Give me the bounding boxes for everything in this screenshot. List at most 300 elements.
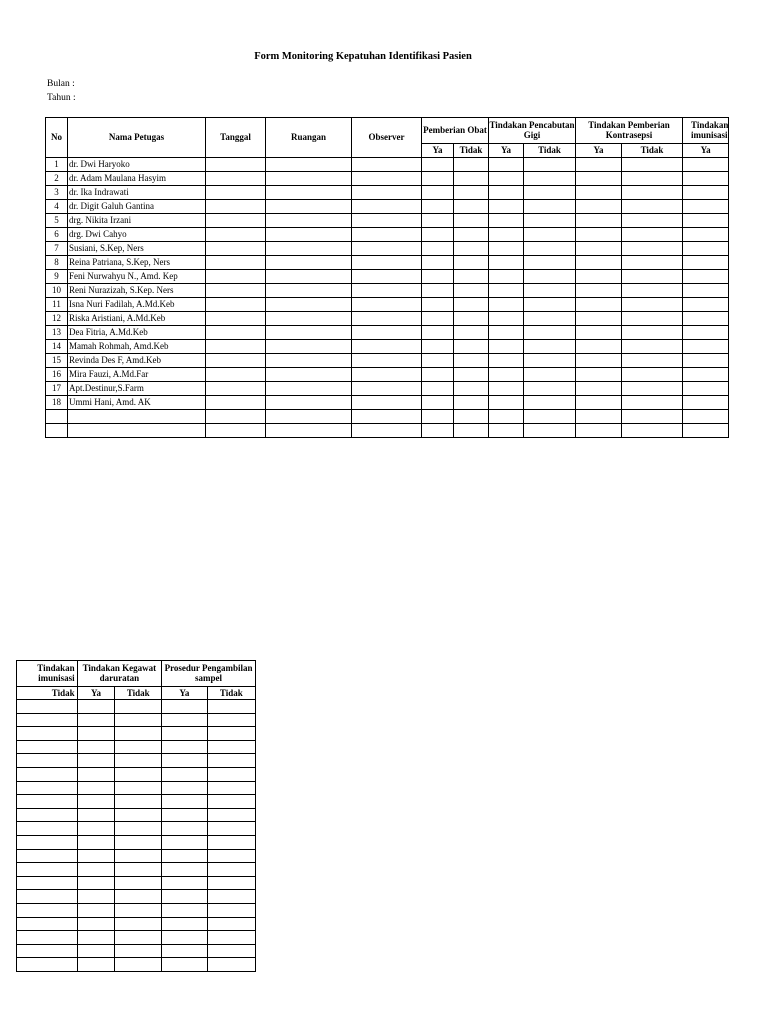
- entry-cell[interactable]: [454, 340, 489, 354]
- entry-cell[interactable]: [622, 214, 683, 228]
- entry-cell[interactable]: [489, 424, 524, 438]
- entry-cell[interactable]: [17, 822, 78, 836]
- entry-cell[interactable]: [422, 312, 454, 326]
- entry-cell[interactable]: [115, 808, 162, 822]
- entry-cell[interactable]: [266, 284, 352, 298]
- entry-cell[interactable]: [683, 228, 729, 242]
- entry-cell[interactable]: [207, 700, 255, 714]
- entry-cell[interactable]: [162, 767, 207, 781]
- entry-cell[interactable]: [266, 242, 352, 256]
- entry-cell[interactable]: [162, 727, 207, 741]
- entry-cell[interactable]: [77, 849, 115, 863]
- entry-cell[interactable]: [162, 849, 207, 863]
- entry-cell[interactable]: [454, 326, 489, 340]
- entry-cell[interactable]: [17, 727, 78, 741]
- entry-cell[interactable]: [454, 214, 489, 228]
- entry-cell[interactable]: [489, 172, 524, 186]
- entry-cell[interactable]: [454, 200, 489, 214]
- entry-cell[interactable]: [489, 382, 524, 396]
- entry-cell[interactable]: [206, 368, 266, 382]
- entry-cell[interactable]: [576, 396, 622, 410]
- entry-cell[interactable]: [266, 396, 352, 410]
- entry-cell[interactable]: [162, 713, 207, 727]
- entry-cell[interactable]: [206, 382, 266, 396]
- entry-cell[interactable]: [162, 700, 207, 714]
- entry-cell[interactable]: [576, 186, 622, 200]
- entry-cell[interactable]: [206, 256, 266, 270]
- entry-cell[interactable]: [77, 931, 115, 945]
- entry-cell[interactable]: [266, 298, 352, 312]
- entry-cell[interactable]: [77, 808, 115, 822]
- entry-cell[interactable]: [207, 903, 255, 917]
- entry-cell[interactable]: [454, 158, 489, 172]
- entry-cell[interactable]: [352, 200, 422, 214]
- entry-cell[interactable]: [352, 382, 422, 396]
- entry-cell[interactable]: [162, 931, 207, 945]
- entry-cell[interactable]: [266, 326, 352, 340]
- entry-cell[interactable]: [206, 158, 266, 172]
- entry-cell[interactable]: [266, 200, 352, 214]
- entry-cell[interactable]: [454, 270, 489, 284]
- entry-cell[interactable]: [17, 740, 78, 754]
- entry-cell[interactable]: [115, 917, 162, 931]
- entry-cell[interactable]: [576, 256, 622, 270]
- entry-cell[interactable]: [524, 354, 576, 368]
- entry-cell[interactable]: [17, 781, 78, 795]
- entry-cell[interactable]: [576, 424, 622, 438]
- entry-cell[interactable]: [683, 382, 729, 396]
- entry-cell[interactable]: [77, 781, 115, 795]
- entry-cell[interactable]: [352, 298, 422, 312]
- entry-cell[interactable]: [162, 795, 207, 809]
- entry-cell[interactable]: [115, 822, 162, 836]
- entry-cell[interactable]: [207, 958, 255, 972]
- entry-cell[interactable]: [422, 396, 454, 410]
- entry-cell[interactable]: [524, 270, 576, 284]
- entry-cell[interactable]: [266, 186, 352, 200]
- entry-cell[interactable]: [422, 200, 454, 214]
- entry-cell[interactable]: [207, 876, 255, 890]
- entry-cell[interactable]: [622, 200, 683, 214]
- entry-cell[interactable]: [162, 917, 207, 931]
- entry-cell[interactable]: [454, 284, 489, 298]
- entry-cell[interactable]: [77, 958, 115, 972]
- entry-cell[interactable]: [207, 890, 255, 904]
- entry-cell[interactable]: [17, 835, 78, 849]
- entry-cell[interactable]: [17, 754, 78, 768]
- entry-cell[interactable]: [266, 410, 352, 424]
- entry-cell[interactable]: [17, 700, 78, 714]
- entry-cell[interactable]: [206, 214, 266, 228]
- entry-cell[interactable]: [422, 284, 454, 298]
- entry-cell[interactable]: [622, 368, 683, 382]
- entry-cell[interactable]: [454, 410, 489, 424]
- entry-cell[interactable]: [162, 890, 207, 904]
- entry-cell[interactable]: [576, 242, 622, 256]
- entry-cell[interactable]: [454, 382, 489, 396]
- entry-cell[interactable]: [683, 158, 729, 172]
- entry-cell[interactable]: [77, 903, 115, 917]
- entry-cell[interactable]: [115, 727, 162, 741]
- entry-cell[interactable]: [206, 326, 266, 340]
- entry-cell[interactable]: [576, 326, 622, 340]
- entry-cell[interactable]: [422, 256, 454, 270]
- entry-cell[interactable]: [422, 368, 454, 382]
- entry-cell[interactable]: [206, 270, 266, 284]
- entry-cell[interactable]: [576, 200, 622, 214]
- entry-cell[interactable]: [266, 424, 352, 438]
- entry-cell[interactable]: [576, 368, 622, 382]
- entry-cell[interactable]: [422, 382, 454, 396]
- entry-cell[interactable]: [454, 186, 489, 200]
- entry-cell[interactable]: [266, 256, 352, 270]
- entry-cell[interactable]: [115, 849, 162, 863]
- entry-cell[interactable]: [266, 368, 352, 382]
- entry-cell[interactable]: [206, 298, 266, 312]
- entry-cell[interactable]: [524, 284, 576, 298]
- entry-cell[interactable]: [576, 270, 622, 284]
- entry-cell[interactable]: [17, 808, 78, 822]
- entry-cell[interactable]: [162, 835, 207, 849]
- entry-cell[interactable]: [683, 312, 729, 326]
- entry-cell[interactable]: [454, 228, 489, 242]
- entry-cell[interactable]: [77, 767, 115, 781]
- entry-cell[interactable]: [489, 256, 524, 270]
- entry-cell[interactable]: [422, 172, 454, 186]
- entry-cell[interactable]: [162, 740, 207, 754]
- entry-cell[interactable]: [454, 396, 489, 410]
- entry-cell[interactable]: [115, 754, 162, 768]
- entry-cell[interactable]: [162, 944, 207, 958]
- entry-cell[interactable]: [77, 795, 115, 809]
- entry-cell[interactable]: [77, 700, 115, 714]
- entry-cell[interactable]: [266, 214, 352, 228]
- entry-cell[interactable]: [17, 944, 78, 958]
- entry-cell[interactable]: [162, 822, 207, 836]
- entry-cell[interactable]: [576, 340, 622, 354]
- entry-cell[interactable]: [683, 354, 729, 368]
- entry-cell[interactable]: [454, 256, 489, 270]
- entry-cell[interactable]: [266, 228, 352, 242]
- entry-cell[interactable]: [352, 158, 422, 172]
- entry-cell[interactable]: [524, 186, 576, 200]
- entry-cell[interactable]: [352, 396, 422, 410]
- entry-cell[interactable]: [683, 298, 729, 312]
- entry-cell[interactable]: [162, 808, 207, 822]
- entry-cell[interactable]: [77, 822, 115, 836]
- entry-cell[interactable]: [524, 172, 576, 186]
- entry-cell[interactable]: [422, 158, 454, 172]
- entry-cell[interactable]: [454, 424, 489, 438]
- entry-cell[interactable]: [17, 876, 78, 890]
- entry-cell[interactable]: [162, 876, 207, 890]
- entry-cell[interactable]: [207, 754, 255, 768]
- entry-cell[interactable]: [524, 410, 576, 424]
- entry-cell[interactable]: [454, 368, 489, 382]
- entry-cell[interactable]: [207, 713, 255, 727]
- entry-cell[interactable]: [489, 158, 524, 172]
- entry-cell[interactable]: [683, 410, 729, 424]
- entry-cell[interactable]: [422, 424, 454, 438]
- entry-cell[interactable]: [207, 944, 255, 958]
- entry-cell[interactable]: [524, 158, 576, 172]
- entry-cell[interactable]: [576, 158, 622, 172]
- entry-cell[interactable]: [489, 270, 524, 284]
- entry-cell[interactable]: [489, 340, 524, 354]
- entry-cell[interactable]: [115, 890, 162, 904]
- entry-cell[interactable]: [352, 410, 422, 424]
- entry-cell[interactable]: [352, 354, 422, 368]
- entry-cell[interactable]: [576, 382, 622, 396]
- entry-cell[interactable]: [115, 944, 162, 958]
- entry-cell[interactable]: [207, 727, 255, 741]
- entry-cell[interactable]: [115, 767, 162, 781]
- entry-cell[interactable]: [207, 740, 255, 754]
- entry-cell[interactable]: [266, 340, 352, 354]
- entry-cell[interactable]: [17, 849, 78, 863]
- entry-cell[interactable]: [524, 382, 576, 396]
- entry-cell[interactable]: [683, 256, 729, 270]
- entry-cell[interactable]: [524, 200, 576, 214]
- entry-cell[interactable]: [207, 808, 255, 822]
- entry-cell[interactable]: [622, 424, 683, 438]
- entry-cell[interactable]: [622, 172, 683, 186]
- entry-cell[interactable]: [266, 172, 352, 186]
- entry-cell[interactable]: [622, 228, 683, 242]
- entry-cell[interactable]: [454, 242, 489, 256]
- entry-cell[interactable]: [454, 312, 489, 326]
- entry-cell[interactable]: [683, 242, 729, 256]
- entry-cell[interactable]: [17, 903, 78, 917]
- entry-cell[interactable]: [622, 382, 683, 396]
- entry-cell[interactable]: [352, 256, 422, 270]
- entry-cell[interactable]: [352, 312, 422, 326]
- entry-cell[interactable]: [352, 172, 422, 186]
- entry-cell[interactable]: [683, 270, 729, 284]
- entry-cell[interactable]: [422, 410, 454, 424]
- entry-cell[interactable]: [162, 781, 207, 795]
- entry-cell[interactable]: [77, 727, 115, 741]
- entry-cell[interactable]: [622, 284, 683, 298]
- entry-cell[interactable]: [683, 186, 729, 200]
- entry-cell[interactable]: [683, 326, 729, 340]
- entry-cell[interactable]: [489, 410, 524, 424]
- entry-cell[interactable]: [576, 312, 622, 326]
- entry-cell[interactable]: [489, 312, 524, 326]
- entry-cell[interactable]: [622, 312, 683, 326]
- entry-cell[interactable]: [352, 214, 422, 228]
- entry-cell[interactable]: [206, 186, 266, 200]
- entry-cell[interactable]: [77, 890, 115, 904]
- entry-cell[interactable]: [524, 368, 576, 382]
- entry-cell[interactable]: [115, 795, 162, 809]
- entry-cell[interactable]: [489, 298, 524, 312]
- entry-cell[interactable]: [266, 354, 352, 368]
- entry-cell[interactable]: [207, 822, 255, 836]
- entry-cell[interactable]: [422, 186, 454, 200]
- entry-cell[interactable]: [454, 172, 489, 186]
- entry-cell[interactable]: [115, 903, 162, 917]
- entry-cell[interactable]: [422, 354, 454, 368]
- entry-cell[interactable]: [207, 917, 255, 931]
- entry-cell[interactable]: [422, 242, 454, 256]
- entry-cell[interactable]: [352, 424, 422, 438]
- entry-cell[interactable]: [576, 354, 622, 368]
- entry-cell[interactable]: [77, 835, 115, 849]
- entry-cell[interactable]: [489, 214, 524, 228]
- entry-cell[interactable]: [524, 312, 576, 326]
- entry-cell[interactable]: [622, 326, 683, 340]
- entry-cell[interactable]: [207, 781, 255, 795]
- entry-cell[interactable]: [207, 795, 255, 809]
- entry-cell[interactable]: [206, 228, 266, 242]
- entry-cell[interactable]: [17, 958, 78, 972]
- entry-cell[interactable]: [352, 242, 422, 256]
- entry-cell[interactable]: [524, 326, 576, 340]
- entry-cell[interactable]: [622, 186, 683, 200]
- entry-cell[interactable]: [115, 958, 162, 972]
- entry-cell[interactable]: [524, 340, 576, 354]
- entry-cell[interactable]: [17, 890, 78, 904]
- entry-cell[interactable]: [489, 200, 524, 214]
- entry-cell[interactable]: [422, 228, 454, 242]
- entry-cell[interactable]: [115, 781, 162, 795]
- entry-cell[interactable]: [622, 256, 683, 270]
- entry-cell[interactable]: [17, 713, 78, 727]
- entry-cell[interactable]: [207, 863, 255, 877]
- entry-cell[interactable]: [266, 270, 352, 284]
- entry-cell[interactable]: [17, 767, 78, 781]
- entry-cell[interactable]: [524, 424, 576, 438]
- entry-cell[interactable]: [207, 835, 255, 849]
- entry-cell[interactable]: [206, 200, 266, 214]
- entry-cell[interactable]: [17, 863, 78, 877]
- entry-cell[interactable]: [17, 917, 78, 931]
- entry-cell[interactable]: [266, 158, 352, 172]
- entry-cell[interactable]: [422, 270, 454, 284]
- entry-cell[interactable]: [683, 172, 729, 186]
- entry-cell[interactable]: [422, 298, 454, 312]
- entry-cell[interactable]: [422, 340, 454, 354]
- entry-cell[interactable]: [683, 424, 729, 438]
- entry-cell[interactable]: [622, 242, 683, 256]
- entry-cell[interactable]: [206, 354, 266, 368]
- entry-cell[interactable]: [266, 382, 352, 396]
- entry-cell[interactable]: [622, 396, 683, 410]
- entry-cell[interactable]: [162, 863, 207, 877]
- entry-cell[interactable]: [576, 410, 622, 424]
- entry-cell[interactable]: [576, 214, 622, 228]
- entry-cell[interactable]: [489, 354, 524, 368]
- entry-cell[interactable]: [622, 270, 683, 284]
- entry-cell[interactable]: [17, 795, 78, 809]
- entry-cell[interactable]: [683, 396, 729, 410]
- entry-cell[interactable]: [115, 835, 162, 849]
- entry-cell[interactable]: [206, 396, 266, 410]
- entry-cell[interactable]: [489, 326, 524, 340]
- entry-cell[interactable]: [683, 284, 729, 298]
- entry-cell[interactable]: [266, 312, 352, 326]
- entry-cell[interactable]: [489, 368, 524, 382]
- entry-cell[interactable]: [576, 284, 622, 298]
- entry-cell[interactable]: [77, 917, 115, 931]
- entry-cell[interactable]: [115, 713, 162, 727]
- entry-cell[interactable]: [352, 326, 422, 340]
- entry-cell[interactable]: [77, 944, 115, 958]
- entry-cell[interactable]: [576, 172, 622, 186]
- entry-cell[interactable]: [77, 740, 115, 754]
- entry-cell[interactable]: [162, 903, 207, 917]
- entry-cell[interactable]: [77, 713, 115, 727]
- entry-cell[interactable]: [162, 754, 207, 768]
- entry-cell[interactable]: [576, 228, 622, 242]
- entry-cell[interactable]: [77, 876, 115, 890]
- entry-cell[interactable]: [207, 931, 255, 945]
- entry-cell[interactable]: [207, 767, 255, 781]
- entry-cell[interactable]: [489, 228, 524, 242]
- entry-cell[interactable]: [352, 270, 422, 284]
- entry-cell[interactable]: [422, 326, 454, 340]
- entry-cell[interactable]: [454, 298, 489, 312]
- entry-cell[interactable]: [524, 256, 576, 270]
- entry-cell[interactable]: [207, 849, 255, 863]
- entry-cell[interactable]: [454, 354, 489, 368]
- entry-cell[interactable]: [17, 931, 78, 945]
- entry-cell[interactable]: [115, 700, 162, 714]
- entry-cell[interactable]: [115, 876, 162, 890]
- entry-cell[interactable]: [683, 200, 729, 214]
- entry-cell[interactable]: [352, 340, 422, 354]
- entry-cell[interactable]: [622, 410, 683, 424]
- entry-cell[interactable]: [206, 242, 266, 256]
- entry-cell[interactable]: [206, 284, 266, 298]
- entry-cell[interactable]: [524, 298, 576, 312]
- entry-cell[interactable]: [524, 242, 576, 256]
- entry-cell[interactable]: [683, 214, 729, 228]
- entry-cell[interactable]: [352, 228, 422, 242]
- entry-cell[interactable]: [524, 396, 576, 410]
- entry-cell[interactable]: [352, 284, 422, 298]
- entry-cell[interactable]: [115, 863, 162, 877]
- entry-cell[interactable]: [622, 354, 683, 368]
- entry-cell[interactable]: [77, 863, 115, 877]
- entry-cell[interactable]: [162, 958, 207, 972]
- entry-cell[interactable]: [206, 312, 266, 326]
- entry-cell[interactable]: [206, 424, 266, 438]
- entry-cell[interactable]: [576, 298, 622, 312]
- entry-cell[interactable]: [524, 228, 576, 242]
- entry-cell[interactable]: [115, 931, 162, 945]
- entry-cell[interactable]: [524, 214, 576, 228]
- entry-cell[interactable]: [622, 158, 683, 172]
- entry-cell[interactable]: [489, 284, 524, 298]
- entry-cell[interactable]: [683, 368, 729, 382]
- entry-cell[interactable]: [489, 396, 524, 410]
- entry-cell[interactable]: [622, 340, 683, 354]
- entry-cell[interactable]: [489, 242, 524, 256]
- entry-cell[interactable]: [77, 754, 115, 768]
- entry-cell[interactable]: [206, 172, 266, 186]
- entry-cell[interactable]: [115, 740, 162, 754]
- entry-cell[interactable]: [206, 340, 266, 354]
- entry-cell[interactable]: [489, 186, 524, 200]
- entry-cell[interactable]: [622, 298, 683, 312]
- entry-cell[interactable]: [683, 340, 729, 354]
- entry-cell[interactable]: [352, 186, 422, 200]
- entry-cell[interactable]: [422, 214, 454, 228]
- entry-cell[interactable]: [206, 410, 266, 424]
- entry-cell[interactable]: [352, 368, 422, 382]
